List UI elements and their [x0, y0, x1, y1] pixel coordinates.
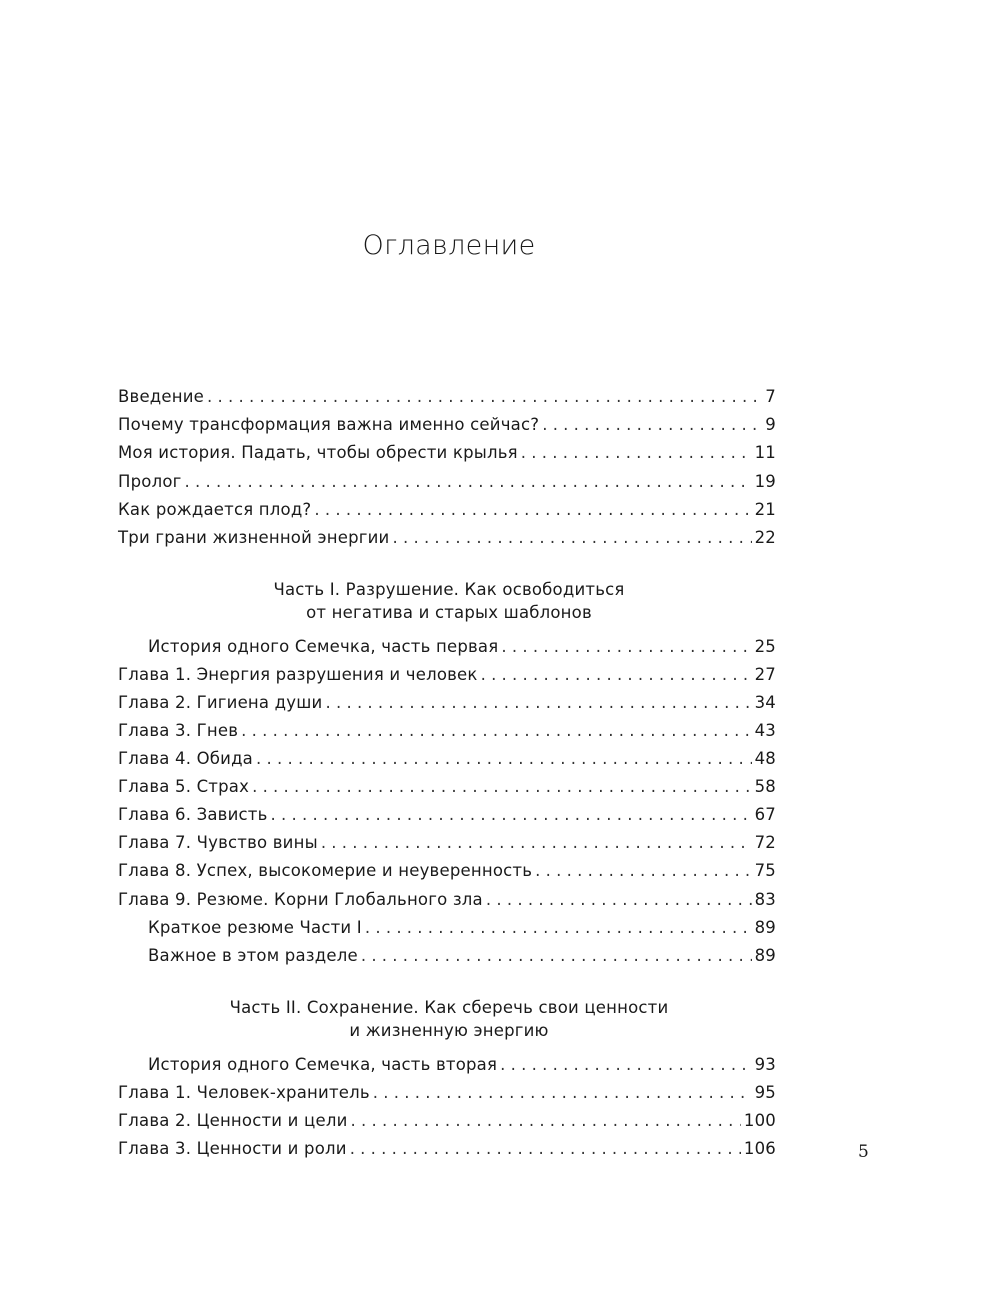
dot-leader: [271, 805, 752, 824]
toc-entry[interactable]: [118, 1139, 776, 1165]
toc-entry[interactable]: [118, 861, 776, 887]
dot-leader: [521, 443, 752, 462]
toc-entry-label: Моя история. Падать, чтобы обрести крылья: [118, 443, 518, 462]
dot-leader: [351, 1111, 741, 1130]
toc-entry[interactable]: [118, 833, 776, 859]
dot-leader: [252, 777, 752, 796]
dot-leader: [542, 415, 762, 434]
toc-entry-page: 22: [754, 528, 776, 547]
dot-leader: [365, 918, 752, 937]
dot-leader: [207, 387, 762, 406]
dot-leader: [314, 500, 751, 519]
toc-entry-label: Почему трансформация важна именно сейчас?: [118, 415, 540, 434]
toc-entry-page: 95: [754, 1083, 776, 1102]
dot-leader: [500, 1055, 751, 1074]
part-heading-line: Часть II. Сохранение. Как сберечь свои ценности: [229, 998, 669, 1017]
toc-entry[interactable]: [118, 472, 776, 498]
toc-entry[interactable]: [118, 1083, 776, 1109]
toc-entry-page: 89: [754, 918, 776, 937]
toc-entry-label: Глава 3. Гнев: [118, 721, 239, 740]
toc-entry-label: Глава 8. Успех, высокомерие и неуверенность: [118, 861, 533, 880]
toc-entry-label: Глава 3. Ценности и роли: [118, 1139, 347, 1158]
dot-leader: [350, 1139, 741, 1158]
toc-entry-label: История одного Семечка, часть вторая: [148, 1055, 498, 1074]
toc-entry-label: История одного Семечка, часть первая: [148, 637, 499, 656]
toc-entry-page: 43: [754, 721, 776, 740]
toc-entry-label: Глава 1. Энергия разрушения и человек: [118, 665, 478, 684]
page-number: 5: [858, 1142, 869, 1162]
dot-leader: [501, 637, 751, 656]
toc-entry-label: Три грани жизненной энергии: [118, 528, 390, 547]
toc-entry-page: 25: [754, 637, 776, 656]
toc-entry[interactable]: [148, 637, 776, 663]
toc-entry[interactable]: [118, 387, 776, 413]
toc-entry-page: 83: [754, 890, 776, 909]
toc-entry-label: Краткое резюме Части I: [148, 918, 362, 937]
part-heading: [0, 578, 898, 624]
toc-entry-page: 9: [765, 415, 776, 434]
toc-entry[interactable]: [118, 1111, 776, 1137]
toc-entry-label: Как рождается плод?: [118, 500, 312, 519]
dot-leader: [256, 749, 752, 768]
toc-entry-page: 11: [754, 443, 776, 462]
dot-leader: [185, 472, 752, 491]
toc-entry-page: 7: [765, 387, 776, 406]
toc-entry[interactable]: [118, 528, 776, 554]
part-heading: [0, 996, 898, 1042]
toc-entry-page: 72: [754, 833, 776, 852]
dot-leader: [481, 665, 752, 684]
toc-entry-page: 67: [754, 805, 776, 824]
toc-entry-label: Введение: [118, 387, 205, 406]
toc-entry[interactable]: [118, 777, 776, 803]
toc-entry-page: 89: [754, 946, 776, 965]
toc-entry-page: 27: [754, 665, 776, 684]
toc-entry-label: Важное в этом разделе: [148, 946, 358, 965]
part-heading-line: Часть I. Разрушение. Как освободиться: [273, 580, 625, 599]
toc-entry-page: 100: [743, 1111, 776, 1130]
toc-entry-label: Глава 5. Страх: [118, 777, 250, 796]
part-heading-line: от негатива и старых шаблонов: [306, 603, 592, 622]
toc-entry[interactable]: [118, 415, 776, 441]
toc-entry[interactable]: [148, 1055, 776, 1081]
toc-entry-label: Глава 4. Обида: [118, 749, 253, 768]
toc-entry-label: Пролог: [118, 472, 182, 491]
toc-entry[interactable]: [118, 749, 776, 775]
toc-entry-page: 21: [754, 500, 776, 519]
toc-entry[interactable]: [148, 946, 776, 972]
dot-leader: [373, 1083, 752, 1102]
toc-entry-page: 48: [754, 749, 776, 768]
toc-entry[interactable]: [148, 918, 776, 944]
toc-entry[interactable]: [118, 721, 776, 747]
toc-entry[interactable]: [118, 443, 776, 469]
toc-entry[interactable]: [118, 890, 776, 916]
toc-entry[interactable]: [118, 805, 776, 831]
toc-entry[interactable]: [118, 665, 776, 691]
toc-entry-label: Глава 6. Зависть: [118, 805, 268, 824]
toc-entry-page: 58: [754, 777, 776, 796]
page-title: Оглавление: [362, 230, 536, 261]
toc-entry[interactable]: [118, 500, 776, 526]
dot-leader: [535, 861, 751, 880]
toc-entry-label: Глава 7. Чувство вины: [118, 833, 318, 852]
toc-entry-page: 19: [754, 472, 776, 491]
toc-entry-label: Глава 2. Гигиена души: [118, 693, 323, 712]
dot-leader: [241, 721, 751, 740]
dot-leader: [361, 946, 752, 965]
toc-entry-page: 106: [743, 1139, 776, 1158]
dot-leader: [486, 890, 752, 909]
dot-leader: [325, 693, 751, 712]
toc-entry-page: 34: [754, 693, 776, 712]
toc-entry-label: Глава 1. Человек-хранитель: [118, 1083, 370, 1102]
toc-entry-page: 93: [754, 1055, 776, 1074]
part-heading-line: и жизненную энергию: [349, 1021, 549, 1040]
toc-entry-label: Глава 2. Ценности и цели: [118, 1111, 348, 1130]
dot-leader: [392, 528, 751, 547]
toc-entry-page: 75: [754, 861, 776, 880]
dot-leader: [321, 833, 752, 852]
toc-entry-label: Глава 9. Резюме. Корни Глобального зла: [118, 890, 483, 909]
toc-entry[interactable]: [118, 693, 776, 719]
